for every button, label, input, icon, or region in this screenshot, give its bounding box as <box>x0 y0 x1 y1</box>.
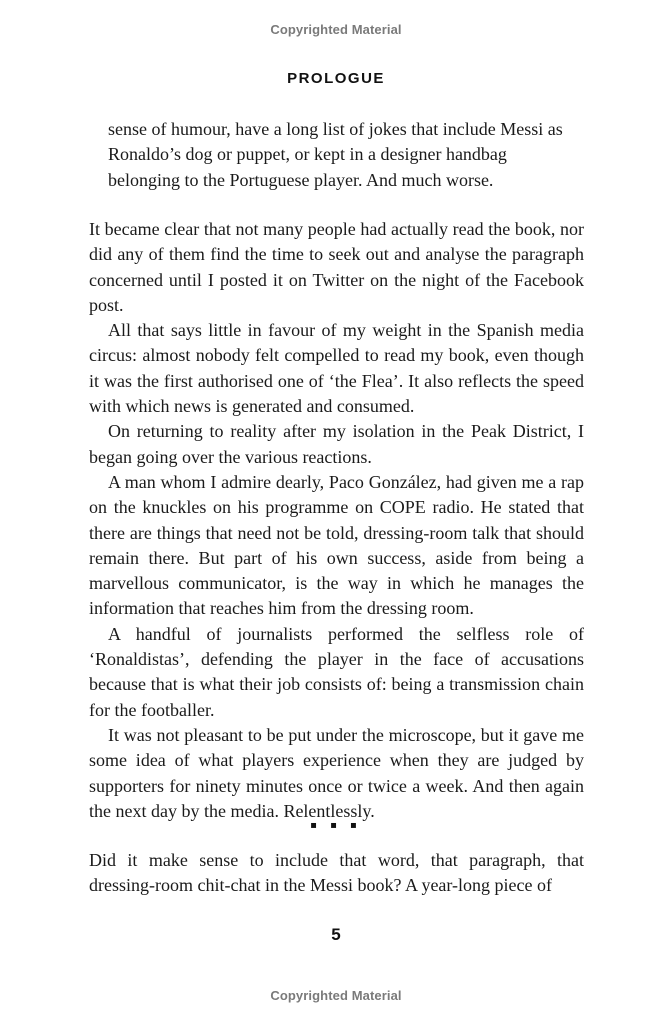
paragraph: On returning to reality after my isolation in the Peak District, I began going over the various reactions. <box>89 421 584 467</box>
body-text <box>89 217 584 824</box>
paragraph: A handful of journalists performed the selfless role of ‘Ronaldistas’, defending the player in the face of accusations because that is what their job consists of: being a transmission chain for the footballer. <box>89 623 584 720</box>
paragraph: It was not pleasant to be put under the microscope, but it gave me some idea of what players experience when they are judged by supporters for ninety minutes once or twice a week. And then again the next day by the media. Relentlessly. <box>89 724 584 821</box>
page-number: 5 <box>331 925 341 944</box>
paragraph: It became clear that not many people had actually read the book, nor did any of them find the time to seek out and analyse the paragraph concerned until I posted it on Twitter on the night of the Facebook post. <box>89 219 584 315</box>
block-quote-text: sense of humour, have a long list of jokes that include Messi as Ronaldo’s dog or puppet, or kept in a designer handbag belonging to the Portuguese player. And much worse. <box>108 119 563 190</box>
paragraph: A man whom I admire dearly, Paco González, had given me a rap on the knuckles on his programme on COPE radio. He stated that there are things that need not be told, dressing-room talk that should remain there. But part of his own success, aside from being a marvellous communicator, is the way in which he manages the information that reaches him from the dressing room. <box>89 471 584 619</box>
running-head: PROLOGUE <box>287 70 385 87</box>
block-quote <box>108 117 566 193</box>
section-break-ornament: ▪ ▪ ▪ <box>310 820 362 831</box>
paragraph: All that says little in favour of my weight in the Spanish media circus: almost nobody felt compelled to read my book, even though it was the first authorised one of ‘the Flea’. It also reflects the speed with which news is generated and consumed. <box>89 320 584 417</box>
copyright-watermark-top: Copyrighted Material <box>270 22 402 37</box>
paragraph: Did it make sense to include that word, that paragraph, that dressing-room chit-chat in the Messi book? A year-long piece of <box>89 850 584 896</box>
copyright-watermark-bottom: Copyrighted Material <box>270 988 402 1003</box>
body-text-continued <box>89 848 584 899</box>
